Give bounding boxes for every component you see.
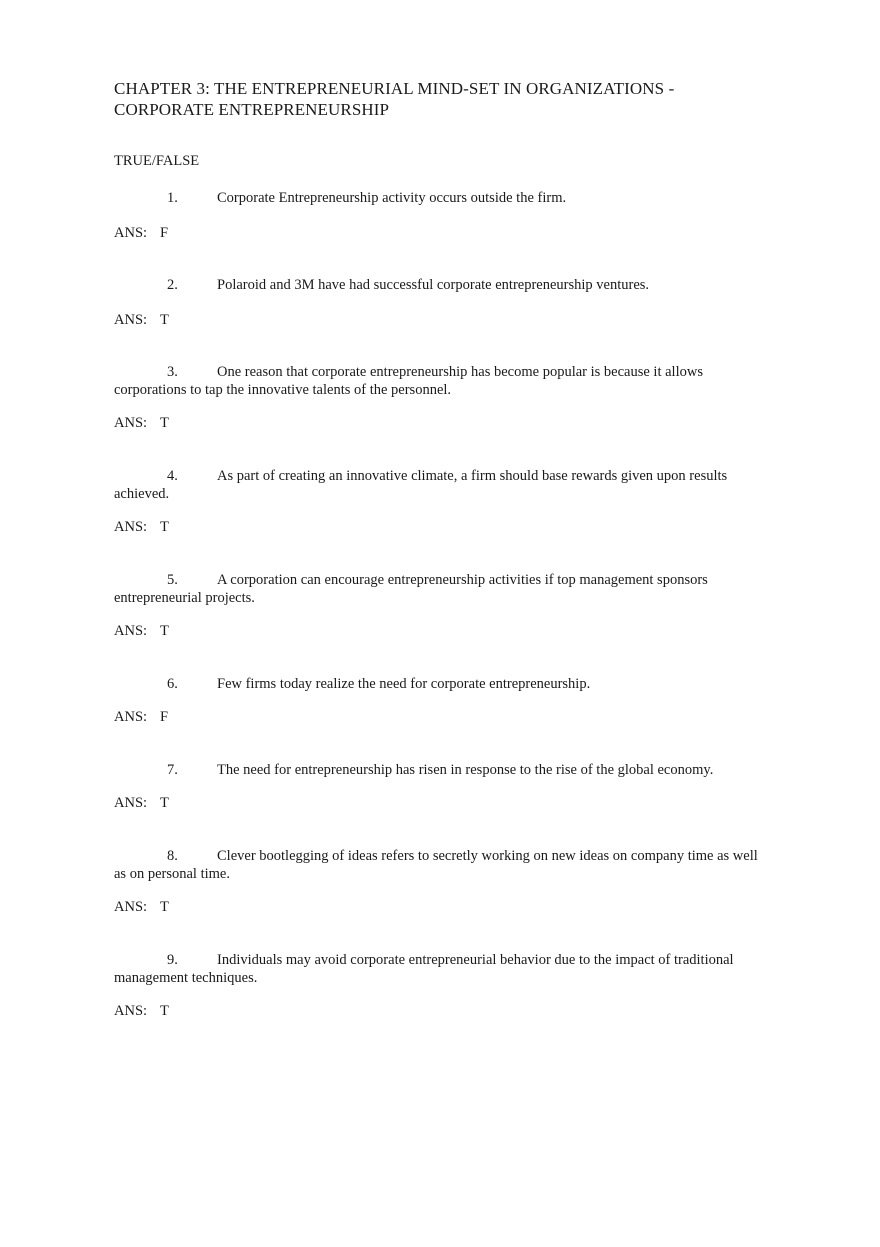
answer-5 (114, 622, 169, 640)
answer-label: ANS: (114, 623, 148, 639)
question-text: Corporate Entrepreneurship activity occurs outside the firm. (217, 190, 567, 206)
question-1 (114, 189, 764, 207)
answer-label: ANS: (114, 415, 148, 431)
question-9 (114, 951, 764, 987)
question-text: A corporation can encourage entrepreneurship activities if top management sponsors entrepreneurial projects. (114, 572, 708, 606)
question-text: The need for entrepreneurship has risen in response to the rise of the global economy. (217, 762, 714, 778)
question-number: 1. (167, 190, 178, 206)
question-number: 3. (167, 364, 178, 380)
answer-value: T (160, 795, 169, 811)
answer-7 (114, 794, 169, 812)
question-text: Few firms today realize the need for corporate entrepreneurship. (217, 676, 591, 692)
answer-2 (114, 311, 169, 329)
answer-value: F (160, 709, 169, 725)
answer-8 (114, 898, 169, 916)
question-8 (114, 847, 764, 883)
answer-value: T (160, 1003, 169, 1019)
question-number: 6. (167, 676, 178, 692)
question-number: 9. (167, 952, 178, 968)
answer-1 (114, 224, 168, 242)
answer-label: ANS: (114, 795, 148, 811)
question-number: 2. (167, 277, 178, 293)
answer-9 (114, 1002, 169, 1020)
answer-value: T (160, 519, 169, 535)
answer-label: ANS: (114, 899, 148, 915)
answer-value: F (160, 225, 169, 241)
answer-label: ANS: (114, 709, 148, 725)
question-number: 5. (167, 572, 178, 588)
question-number: 4. (167, 468, 178, 484)
answer-value: T (160, 899, 169, 915)
question-text: Polaroid and 3M have had successful corporate entrepreneurship ventures. (217, 277, 650, 293)
answer-value: T (160, 623, 169, 639)
answer-label: ANS: (114, 312, 148, 328)
question-5 (114, 571, 764, 607)
chapter-title-line-2: CORPORATE ENTREPRENEURSHIP (114, 100, 390, 119)
question-number: 8. (167, 848, 178, 864)
question-number: 7. (167, 762, 178, 778)
section-label: TRUE/FALSE (114, 153, 200, 169)
answer-label: ANS: (114, 225, 148, 241)
answer-label: ANS: (114, 519, 148, 535)
answer-4 (114, 518, 169, 536)
chapter-title (114, 78, 754, 120)
answer-3 (114, 414, 169, 432)
answer-value: T (160, 312, 169, 328)
answer-label: ANS: (114, 1003, 148, 1019)
question-text: One reason that corporate entrepreneurship has become popular is because it allows corporations to tap the innovative talents of the personnel. (114, 364, 703, 398)
answer-6 (114, 708, 168, 726)
question-2 (114, 276, 764, 294)
question-3 (114, 363, 764, 399)
question-6 (114, 675, 764, 693)
chapter-title-line-1: CHAPTER 3: THE ENTREPRENEURIAL MIND-SET IN ORGANIZATIONS - (114, 79, 675, 98)
question-text: Individuals may avoid corporate entrepreneurial behavior due to the impact of traditional management techniques. (114, 952, 734, 986)
question-text: Clever bootlegging of ideas refers to secretly working on new ideas on company time as well as on personal time. (114, 848, 758, 882)
answer-value: T (160, 415, 169, 431)
question-text: As part of creating an innovative climate, a firm should base rewards given upon results achieved. (114, 468, 728, 502)
question-4 (114, 467, 764, 503)
question-7 (114, 761, 774, 779)
